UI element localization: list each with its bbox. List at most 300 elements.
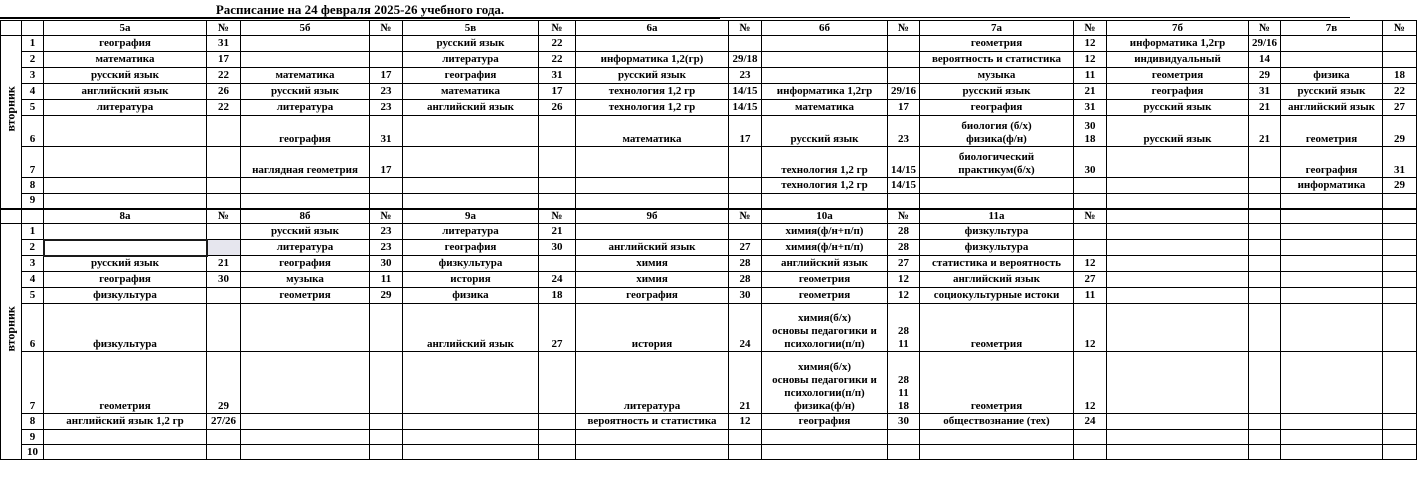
room-cell[interactable]: 11 [1074,288,1107,304]
room-cell[interactable]: 14/15 [729,100,762,116]
room-cell[interactable] [1074,178,1107,194]
subject-cell[interactable]: русский язык [920,84,1074,100]
subject-cell[interactable]: химия(ф/н+п/п) [762,224,888,240]
room-cell[interactable] [1074,194,1107,209]
room-cell[interactable]: 12 [729,414,762,430]
room-header-cell[interactable] [1249,209,1281,224]
room-cell[interactable]: 22 [539,52,576,68]
subject-cell[interactable]: геометрия [762,288,888,304]
subject-cell[interactable] [1281,256,1383,272]
subject-cell[interactable]: русский язык [1107,116,1249,147]
subject-cell[interactable] [1281,194,1383,209]
corner-cell[interactable] [1,21,22,36]
lesson-number-cell[interactable]: 6 [22,304,44,352]
room-cell[interactable]: 29/16 [888,84,920,100]
subject-cell[interactable]: история [576,304,729,352]
subject-cell[interactable]: физкультура [920,240,1074,256]
subject-cell[interactable]: физика [403,288,539,304]
room-cell[interactable]: 27 [539,304,576,352]
room-cell[interactable]: 28 11 18 [888,352,920,414]
room-cell[interactable] [207,445,241,460]
subject-cell[interactable] [1107,194,1249,209]
room-cell[interactable] [888,52,920,68]
room-cell[interactable]: 23 [370,84,403,100]
subject-cell[interactable] [1107,240,1249,256]
room-cell[interactable]: 28 [888,224,920,240]
room-cell[interactable]: 31 [370,116,403,147]
day-label-cell[interactable] [1,36,22,209]
subject-cell[interactable] [920,178,1074,194]
room-cell[interactable]: 12 [888,288,920,304]
room-cell[interactable] [1383,288,1417,304]
subject-cell[interactable] [762,430,888,445]
room-cell[interactable] [370,194,403,209]
room-cell[interactable] [1249,272,1281,288]
subject-cell[interactable]: математика [403,84,539,100]
subject-cell[interactable] [920,194,1074,209]
subject-cell[interactable] [403,116,539,147]
room-header-cell[interactable]: № [207,21,241,36]
subject-cell[interactable]: геометрия [44,352,207,414]
subject-cell[interactable] [241,194,370,209]
subject-cell[interactable]: технология 1,2 гр [762,147,888,178]
subject-cell[interactable]: информатика [1281,178,1383,194]
subject-cell[interactable] [576,147,729,178]
room-cell[interactable]: 24 [729,304,762,352]
subject-cell[interactable]: индивидуальный [1107,52,1249,68]
room-header-cell[interactable]: № [888,21,920,36]
subject-cell[interactable]: русский язык [241,84,370,100]
subject-cell[interactable]: технология 1,2 гр [762,178,888,194]
room-cell[interactable] [1249,224,1281,240]
subject-cell[interactable]: геометрия [241,288,370,304]
room-cell[interactable] [207,116,241,147]
subject-cell[interactable] [1281,52,1383,68]
room-cell[interactable] [370,178,403,194]
room-cell[interactable] [539,116,576,147]
room-cell[interactable] [1074,240,1107,256]
subject-cell[interactable]: информатика 1,2(гр) [576,52,729,68]
subject-cell[interactable] [1107,445,1249,460]
subject-cell[interactable]: география [920,100,1074,116]
subject-cell[interactable]: геометрия [920,352,1074,414]
room-cell[interactable]: 29 [370,288,403,304]
room-cell[interactable] [888,36,920,52]
subject-cell[interactable]: география [44,272,207,288]
room-cell[interactable]: 22 [1383,84,1417,100]
subject-cell[interactable] [403,147,539,178]
corner-cell[interactable] [1,209,22,224]
subject-cell[interactable]: математика [44,52,207,68]
subject-cell[interactable] [403,414,539,430]
subject-cell[interactable] [44,178,207,194]
subject-cell[interactable] [403,194,539,209]
room-cell[interactable] [888,430,920,445]
room-cell[interactable] [1249,352,1281,414]
subject-cell[interactable] [762,52,888,68]
subject-cell[interactable] [241,430,370,445]
room-cell[interactable]: 29 [1249,68,1281,84]
room-cell[interactable] [1383,194,1417,209]
room-cell[interactable] [539,256,576,272]
room-cell[interactable] [1383,240,1417,256]
subject-cell[interactable]: вероятность и статистика [576,414,729,430]
room-cell[interactable] [729,224,762,240]
room-cell[interactable] [1249,256,1281,272]
room-header-cell[interactable]: № [888,209,920,224]
subject-cell[interactable] [1107,178,1249,194]
subject-cell[interactable]: литература [241,100,370,116]
subject-cell[interactable]: география [1281,147,1383,178]
subject-cell[interactable]: химия [576,272,729,288]
subject-cell[interactable]: физкультура [44,288,207,304]
room-header-cell[interactable]: № [729,209,762,224]
room-cell[interactable] [207,178,241,194]
class-header-cell[interactable]: 9б [576,209,729,224]
subject-cell[interactable]: литература [403,52,539,68]
room-cell[interactable]: 11 [1074,68,1107,84]
room-cell[interactable]: 28 [729,272,762,288]
subject-cell[interactable]: русский язык [1281,84,1383,100]
class-header-cell[interactable]: 8б [241,209,370,224]
room-cell[interactable] [1383,272,1417,288]
room-cell[interactable]: 30 [1074,147,1107,178]
room-cell[interactable] [729,178,762,194]
subject-cell[interactable] [44,116,207,147]
room-cell[interactable]: 17 [888,100,920,116]
room-cell[interactable]: 24 [539,272,576,288]
subject-cell[interactable]: русский язык [762,116,888,147]
room-cell[interactable]: 14/15 [888,178,920,194]
subject-cell[interactable] [241,445,370,460]
subject-cell[interactable]: география [576,288,729,304]
subject-cell[interactable]: физкультура [44,304,207,352]
room-cell[interactable]: 30 [370,256,403,272]
room-cell[interactable] [1383,256,1417,272]
room-cell[interactable] [539,194,576,209]
room-cell[interactable] [1383,352,1417,414]
subject-cell[interactable]: английский язык [1281,100,1383,116]
room-cell[interactable] [1249,240,1281,256]
subject-cell[interactable] [1107,224,1249,240]
subject-cell[interactable] [1281,414,1383,430]
room-cell[interactable]: 29 [1383,178,1417,194]
subject-cell[interactable]: география [241,116,370,147]
room-cell[interactable]: 30 [729,288,762,304]
subject-cell[interactable]: биологический практикум(б/х) [920,147,1074,178]
subject-cell[interactable]: музыка [920,68,1074,84]
subject-cell[interactable]: география [403,68,539,84]
room-cell[interactable]: 12 [1074,304,1107,352]
subject-cell[interactable] [1107,147,1249,178]
room-cell[interactable]: 29/18 [729,52,762,68]
room-cell[interactable] [539,178,576,194]
class-header-cell[interactable] [1107,209,1249,224]
subject-cell[interactable]: английский язык [403,304,539,352]
room-cell[interactable]: 14/15 [729,84,762,100]
room-cell[interactable] [370,52,403,68]
subject-cell[interactable]: русский язык [44,68,207,84]
room-cell[interactable]: 31 [1249,84,1281,100]
room-cell[interactable]: 27/26 [207,414,241,430]
subject-cell[interactable] [241,352,370,414]
subject-cell[interactable] [920,430,1074,445]
subject-cell[interactable] [241,52,370,68]
room-cell[interactable]: 31 [539,68,576,84]
class-header-cell[interactable]: 8а [44,209,207,224]
lesson-number-cell[interactable]: 3 [22,68,44,84]
subject-cell[interactable]: химия(б/х) основы педагогики и психологии(п/п) [762,304,888,352]
room-cell[interactable]: 17 [729,116,762,147]
subject-cell[interactable]: литература [576,352,729,414]
room-cell[interactable] [729,147,762,178]
subject-cell[interactable]: английский язык [44,84,207,100]
room-cell[interactable] [370,430,403,445]
subject-cell[interactable] [1107,414,1249,430]
class-header-cell[interactable]: 5б [241,21,370,36]
subject-cell[interactable] [241,36,370,52]
room-cell[interactable]: 21 [1249,116,1281,147]
room-cell[interactable]: 27 [888,256,920,272]
room-cell[interactable] [729,430,762,445]
subject-cell[interactable]: физкультура [403,256,539,272]
subject-cell[interactable] [44,240,207,256]
room-cell[interactable] [1383,430,1417,445]
subject-cell[interactable]: технология 1,2 гр [576,100,729,116]
subject-cell[interactable]: геометрия [920,304,1074,352]
lesson-number-cell[interactable]: 2 [22,52,44,68]
room-cell[interactable] [370,36,403,52]
room-cell[interactable] [539,352,576,414]
subject-cell[interactable] [576,445,729,460]
subject-cell[interactable] [241,304,370,352]
room-cell[interactable]: 14 [1249,52,1281,68]
room-cell[interactable]: 17 [370,147,403,178]
subject-cell[interactable] [1281,272,1383,288]
lesson-number-cell[interactable]: 3 [22,256,44,272]
room-header-cell[interactable]: № [539,209,576,224]
room-cell[interactable] [370,414,403,430]
room-header-cell[interactable]: № [207,209,241,224]
room-cell[interactable] [888,194,920,209]
room-cell[interactable]: 12 [1074,36,1107,52]
subject-cell[interactable]: английский язык [762,256,888,272]
subject-cell[interactable] [241,178,370,194]
room-cell[interactable]: 21 [207,256,241,272]
subject-cell[interactable]: социокультурные истоки [920,288,1074,304]
room-cell[interactable] [207,430,241,445]
room-cell[interactable]: 18 [1383,68,1417,84]
room-cell[interactable]: 22 [207,100,241,116]
subject-cell[interactable]: литература [241,240,370,256]
room-cell[interactable] [888,68,920,84]
room-cell[interactable] [1249,147,1281,178]
room-cell[interactable]: 22 [207,68,241,84]
room-cell[interactable]: 14/15 [888,147,920,178]
room-cell[interactable]: 26 [207,84,241,100]
room-header-cell[interactable]: № [1383,21,1417,36]
room-cell[interactable] [1249,430,1281,445]
class-header-cell[interactable]: 6а [576,21,729,36]
room-cell[interactable]: 23 [888,116,920,147]
subject-cell[interactable]: физкультура [920,224,1074,240]
room-cell[interactable]: 12 [1074,352,1107,414]
room-cell[interactable]: 21 [539,224,576,240]
subject-cell[interactable]: русский язык [241,224,370,240]
room-cell[interactable] [207,224,241,240]
subject-cell[interactable] [403,178,539,194]
room-cell[interactable] [1249,178,1281,194]
class-header-cell[interactable]: 7б [1107,21,1249,36]
subject-cell[interactable]: геометрия [762,272,888,288]
room-cell[interactable]: 27 [1383,100,1417,116]
subject-cell[interactable]: география [403,240,539,256]
room-cell[interactable]: 23 [729,68,762,84]
subject-cell[interactable] [1281,36,1383,52]
subject-cell[interactable] [576,194,729,209]
room-cell[interactable]: 31 [207,36,241,52]
subject-cell[interactable] [576,430,729,445]
subject-cell[interactable]: русский язык [576,68,729,84]
room-cell[interactable]: 12 [1074,52,1107,68]
room-cell[interactable] [1383,414,1417,430]
subject-cell[interactable]: химия(б/х) основы педагогики и психологии(п/п) физика(ф/н) [762,352,888,414]
subject-cell[interactable] [44,147,207,178]
corner-cell[interactable] [22,209,44,224]
room-cell[interactable]: 30 [888,414,920,430]
subject-cell[interactable] [1281,430,1383,445]
room-cell[interactable] [539,430,576,445]
class-header-cell[interactable]: 11а [920,209,1074,224]
room-cell[interactable] [370,445,403,460]
subject-cell[interactable]: технология 1,2 гр [576,84,729,100]
room-cell[interactable]: 21 [729,352,762,414]
room-cell[interactable]: 22 [539,36,576,52]
room-cell[interactable] [539,445,576,460]
class-header-cell[interactable]: 7в [1281,21,1383,36]
room-cell[interactable] [1249,304,1281,352]
subject-cell[interactable]: вероятность и статистика [920,52,1074,68]
subject-cell[interactable]: статистика и вероятность [920,256,1074,272]
subject-cell[interactable]: география [44,36,207,52]
room-cell[interactable]: 23 [370,100,403,116]
subject-cell[interactable]: география [1107,84,1249,100]
class-header-cell[interactable]: 10а [762,209,888,224]
subject-cell[interactable] [1281,304,1383,352]
lesson-number-cell[interactable]: 2 [22,240,44,256]
room-cell[interactable] [1249,445,1281,460]
room-cell[interactable] [207,288,241,304]
lesson-number-cell[interactable]: 4 [22,84,44,100]
subject-cell[interactable] [1107,272,1249,288]
subject-cell[interactable] [762,194,888,209]
subject-cell[interactable] [44,445,207,460]
subject-cell[interactable] [44,430,207,445]
lesson-number-cell[interactable]: 1 [22,36,44,52]
subject-cell[interactable] [762,445,888,460]
room-cell[interactable]: 23 [370,240,403,256]
subject-cell[interactable] [1107,288,1249,304]
subject-cell[interactable]: история [403,272,539,288]
subject-cell[interactable]: английский язык [403,100,539,116]
room-header-cell[interactable] [1383,209,1417,224]
subject-cell[interactable]: наглядная геометрия [241,147,370,178]
subject-cell[interactable] [1107,304,1249,352]
subject-cell[interactable]: география [762,414,888,430]
subject-cell[interactable]: геометрия [920,36,1074,52]
room-cell[interactable] [729,445,762,460]
room-cell[interactable]: 30 [539,240,576,256]
room-cell[interactable]: 17 [207,52,241,68]
room-cell[interactable] [1074,224,1107,240]
room-header-cell[interactable]: № [539,21,576,36]
room-cell[interactable] [1383,36,1417,52]
room-header-cell[interactable]: № [370,21,403,36]
subject-cell[interactable]: биология (б/х) физика(ф/н) [920,116,1074,147]
subject-cell[interactable] [1107,430,1249,445]
room-cell[interactable] [1383,52,1417,68]
subject-cell[interactable]: обществознание (тех) [920,414,1074,430]
room-cell[interactable] [1383,224,1417,240]
room-cell[interactable]: 30 18 [1074,116,1107,147]
subject-cell[interactable]: математика [241,68,370,84]
room-cell[interactable]: 18 [539,288,576,304]
room-cell[interactable]: 29/16 [1249,36,1281,52]
room-cell[interactable]: 29 [1383,116,1417,147]
room-cell[interactable]: 28 [888,240,920,256]
day-label-cell[interactable] [1,224,22,460]
subject-cell[interactable] [920,445,1074,460]
room-cell[interactable] [1249,414,1281,430]
subject-cell[interactable] [762,68,888,84]
room-cell[interactable]: 26 [539,100,576,116]
subject-cell[interactable]: русский язык [1107,100,1249,116]
subject-cell[interactable] [403,430,539,445]
room-cell[interactable] [729,194,762,209]
room-cell[interactable]: 12 [888,272,920,288]
room-cell[interactable]: 11 [370,272,403,288]
room-cell[interactable] [539,147,576,178]
room-cell[interactable] [370,352,403,414]
corner-cell[interactable] [22,21,44,36]
subject-cell[interactable] [241,414,370,430]
room-cell[interactable] [729,36,762,52]
lesson-number-cell[interactable]: 9 [22,194,44,209]
room-cell[interactable] [1249,288,1281,304]
room-cell[interactable]: 21 [1074,84,1107,100]
subject-cell[interactable] [44,194,207,209]
lesson-number-cell[interactable]: 7 [22,352,44,414]
lesson-number-cell[interactable]: 10 [22,445,44,460]
subject-cell[interactable]: геометрия [1281,116,1383,147]
room-cell[interactable]: 23 [370,224,403,240]
subject-cell[interactable]: английский язык [920,272,1074,288]
lesson-number-cell[interactable]: 1 [22,224,44,240]
room-cell[interactable]: 28 [729,256,762,272]
room-cell[interactable] [1074,445,1107,460]
room-header-cell[interactable]: № [1249,21,1281,36]
room-cell[interactable] [1249,194,1281,209]
lesson-number-cell[interactable]: 7 [22,147,44,178]
subject-cell[interactable]: физика [1281,68,1383,84]
room-cell[interactable] [207,304,241,352]
room-cell[interactable] [207,240,241,256]
subject-cell[interactable] [576,178,729,194]
subject-cell[interactable]: информатика 1,2гр [762,84,888,100]
subject-cell[interactable]: математика [762,100,888,116]
room-cell[interactable] [207,194,241,209]
room-cell[interactable] [1074,430,1107,445]
